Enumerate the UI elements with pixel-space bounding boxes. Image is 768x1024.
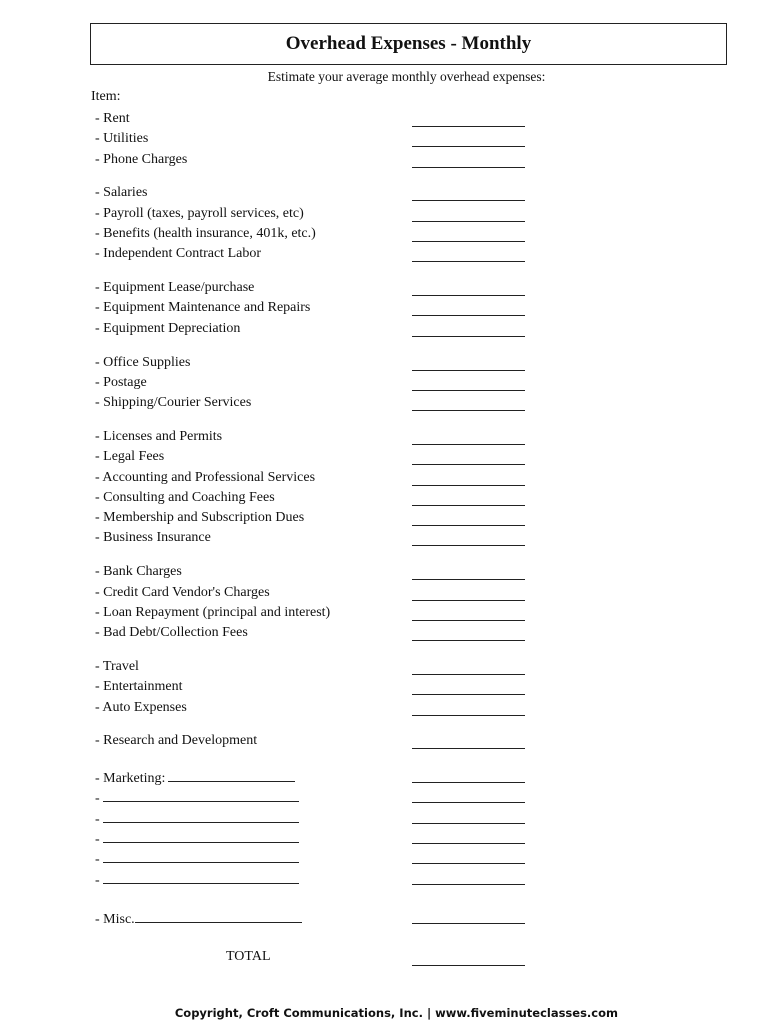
- expense-label: - Equipment Maintenance and Repairs: [95, 300, 311, 316]
- expense-label: - Phone Charges: [95, 151, 188, 167]
- amount-blank[interactable]: [412, 485, 525, 486]
- amount-blank[interactable]: [412, 640, 525, 641]
- expense-row: [95, 111, 130, 129]
- expense-label: - Auto Expenses: [95, 699, 187, 715]
- write-in-blank[interactable]: [103, 828, 299, 843]
- expense-row: [95, 185, 147, 203]
- write-in-row: [95, 828, 299, 846]
- amount-blank[interactable]: [412, 390, 525, 391]
- total-label: TOTAL: [226, 949, 271, 964]
- expense-label: - Independent Contract Labor: [95, 246, 261, 262]
- expense-row: [95, 733, 257, 751]
- expense-row: [95, 659, 139, 677]
- expense-row: [95, 321, 240, 339]
- expense-row: [95, 470, 315, 488]
- subtitle: Estimate your average monthly overhead expenses:: [267, 69, 546, 84]
- expense-label: - Equipment Lease/purchase: [95, 280, 255, 296]
- amount-blank[interactable]: [412, 505, 525, 506]
- expense-row: [95, 449, 164, 467]
- expense-label: - Credit Card Vendor's Charges: [95, 584, 270, 600]
- expense-label: - Misc.: [95, 912, 135, 928]
- expense-row: [95, 605, 330, 623]
- expense-label: - Accounting and Professional Services: [95, 469, 316, 485]
- expense-label: - Office Supplies: [95, 354, 191, 370]
- expense-label: -: [95, 791, 100, 807]
- expense-row: [95, 375, 147, 393]
- write-in-row: [95, 808, 299, 826]
- expense-label: - Rent: [95, 111, 130, 126]
- expense-label: - Postage: [95, 374, 147, 390]
- expense-label: - Business Insurance: [95, 530, 211, 546]
- expense-label: - Payroll (taxes, payroll services, etc): [95, 205, 304, 221]
- amount-blank[interactable]: [412, 802, 525, 803]
- amount-blank[interactable]: [412, 863, 525, 864]
- write-in-row: [95, 787, 299, 805]
- expense-label: - Research and Development: [95, 733, 258, 749]
- amount-blank[interactable]: [412, 545, 525, 546]
- expense-row: [95, 429, 222, 447]
- write-in-blank[interactable]: [103, 787, 299, 802]
- expense-label: - Benefits (health insurance, 401k, etc.): [95, 226, 316, 241]
- expense-row: [95, 700, 187, 718]
- expense-label: - Equipment Depreciation: [95, 320, 241, 336]
- amount-blank[interactable]: [412, 525, 525, 526]
- amount-blank[interactable]: [412, 620, 525, 621]
- expense-row: [95, 280, 254, 298]
- expense-row: [95, 206, 304, 224]
- amount-blank[interactable]: [412, 748, 525, 749]
- expense-row: [95, 530, 211, 548]
- amount-blank[interactable]: [412, 221, 525, 222]
- item-heading: Item:: [91, 89, 121, 104]
- expense-label: - Bank Charges: [95, 564, 182, 580]
- title-box: [90, 23, 727, 65]
- amount-blank[interactable]: [412, 674, 525, 675]
- expense-label: - Entertainment: [95, 679, 183, 695]
- amount-blank[interactable]: [412, 444, 525, 445]
- amount-blank[interactable]: [412, 126, 525, 127]
- expense-label: - Loan Repayment (principal and interest): [95, 604, 331, 620]
- expense-label: - Membership and Subscription Dues: [95, 510, 305, 526]
- amount-blank[interactable]: [412, 261, 525, 262]
- amount-blank[interactable]: [412, 370, 525, 371]
- expense-row: [95, 355, 190, 373]
- amount-blank[interactable]: [412, 884, 525, 885]
- write-in-blank[interactable]: [168, 767, 295, 782]
- misc-row: [95, 908, 302, 926]
- amount-blank[interactable]: [412, 694, 525, 695]
- amount-blank[interactable]: [412, 464, 525, 465]
- page-title: Overhead Expenses - Monthly: [285, 33, 532, 54]
- expense-label: - Legal Fees: [95, 449, 165, 465]
- expense-row: [95, 585, 270, 603]
- amount-blank[interactable]: [412, 579, 525, 580]
- expense-label: -: [95, 811, 100, 827]
- expense-label: - Travel: [95, 658, 139, 674]
- amount-blank[interactable]: [412, 167, 525, 168]
- amount-blank[interactable]: [412, 600, 525, 601]
- amount-blank[interactable]: [412, 200, 525, 201]
- expense-row: [95, 510, 304, 528]
- amount-blank[interactable]: [412, 843, 525, 844]
- expense-label: -: [95, 832, 100, 847]
- amount-blank[interactable]: [412, 823, 525, 824]
- amount-blank[interactable]: [412, 295, 525, 296]
- write-in-blank[interactable]: [103, 869, 299, 884]
- write-in-row: [95, 848, 299, 866]
- amount-blank[interactable]: [412, 146, 525, 147]
- amount-blank[interactable]: [412, 715, 525, 716]
- footer-copyright: Copyright, Croft Communications, Inc. | www.fiveminuteclasses.com: [174, 1006, 618, 1020]
- expense-label: - Shipping/Courier Services: [95, 395, 252, 411]
- expense-label: - Consulting and Coaching Fees: [95, 489, 275, 505]
- write-in-blank[interactable]: [103, 808, 299, 823]
- expense-row: [95, 679, 182, 697]
- expense-label: -: [95, 872, 100, 888]
- write-in-blank[interactable]: [135, 908, 302, 923]
- expense-label: - Bad Debt/Collection Fees: [95, 625, 248, 641]
- total-amount-blank[interactable]: [412, 965, 525, 966]
- expense-row: [95, 395, 251, 413]
- expense-row: [95, 300, 310, 318]
- amount-blank[interactable]: [412, 336, 525, 337]
- amount-blank[interactable]: [412, 923, 525, 924]
- expense-row: [95, 564, 182, 582]
- expense-row: [95, 131, 148, 149]
- expense-row: [95, 152, 187, 170]
- expense-label: - Utilities: [95, 131, 149, 147]
- write-in-blank[interactable]: [103, 848, 299, 863]
- expense-label: - Salaries: [95, 185, 148, 201]
- expense-label: -: [95, 852, 100, 868]
- amount-blank[interactable]: [412, 241, 525, 242]
- expense-label: - Licenses and Permits: [95, 428, 223, 444]
- amount-blank[interactable]: [412, 315, 525, 316]
- expense-row: [95, 490, 275, 508]
- amount-blank[interactable]: [412, 782, 525, 783]
- expense-row: [95, 226, 316, 244]
- amount-blank[interactable]: [412, 410, 525, 411]
- marketing-row: [95, 767, 295, 785]
- expense-row: [95, 625, 248, 643]
- expense-label: - Marketing:: [95, 771, 166, 787]
- expense-row: [95, 246, 261, 264]
- write-in-row: [95, 869, 299, 887]
